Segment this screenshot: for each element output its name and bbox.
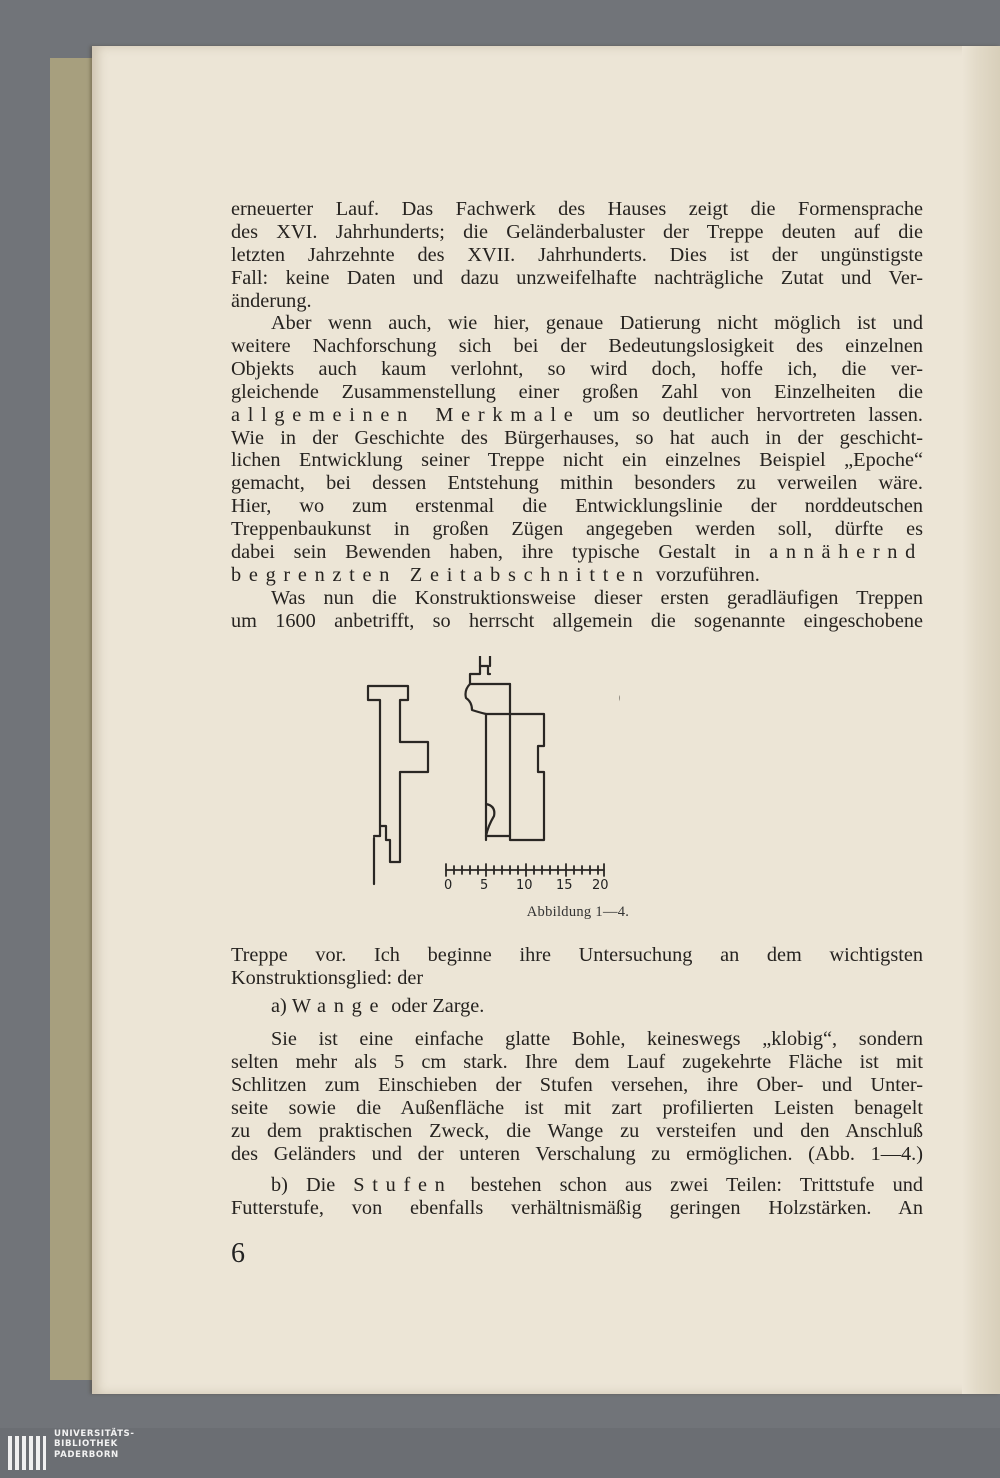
text-span: dabei sein Bewenden haben, ihre typische Gestalt in (231, 541, 770, 564)
paragraph-1 (231, 198, 923, 313)
text-line: Wie in der Geschichte des Bürgerhauses, so hat auch in der geschicht- (231, 426, 923, 449)
text-line: Sie ist eine einfache glatte Bohle, keineswegs „klobig“, sondern (271, 1028, 923, 1050)
emphasis-spaced: Stufen (353, 1174, 453, 1196)
footer-bar (0, 1428, 1000, 1478)
paragraph-4 (231, 944, 923, 990)
text-line: Hier, wo zum erstenmal die Entwicklungslinie der norddeutschen (231, 495, 923, 518)
paragraph-3 (231, 587, 923, 633)
profile-2 (466, 656, 545, 840)
text-line: Objekts auch kaum verlohnt, so wird doch, hoffe ich, die ver- (231, 357, 923, 380)
emphasis-spaced: annähernd (769, 541, 923, 564)
text-span: oder Zarge. (386, 995, 485, 1017)
text-line: gemacht, bei dessen Entstehung mithin besonders zu verweilen wäre. (231, 472, 923, 495)
library-line: PADERBORN (54, 1449, 119, 1460)
text-line: selten mehr als 5 cm stark. Ihre dem Lauf zugekehrte Fläche ist mit (231, 1050, 923, 1073)
library-name (54, 1429, 135, 1460)
scale-labels (440, 878, 610, 900)
text-line: Treppenbaukunst in großen Zügen angegeben werden soll, dürfte es (231, 518, 923, 541)
scale-label: 20 (592, 878, 609, 893)
emphasis-spaced: begrenzten Zeitabschnitten (231, 563, 651, 586)
paragraph-5 (231, 1028, 923, 1165)
scale-label: 15 (556, 878, 573, 893)
text-line: änderung. (231, 289, 312, 312)
library-line: UNIVERSITÄTS- (54, 1429, 135, 1439)
text-line: um 1600 anbetrifft, so herrscht allgemein die sogenannte eingeschobene (231, 609, 923, 632)
text-line: Was nun die Konstruktionsweise dieser ersten geradläufigen Treppen (271, 587, 923, 609)
paragraph-2 (231, 312, 923, 587)
scale-label: 0 (444, 878, 453, 893)
scale-label: 5 (480, 878, 489, 893)
text-span: vorzuführen. (650, 563, 760, 586)
text-line: Konstruktionsglied: der (231, 966, 424, 989)
text-line: erneuerter Lauf. Das Fachwerk des Hauses zeigt die Formensprache (231, 198, 923, 220)
page-curl-edge (962, 46, 1000, 1394)
text-line: Futterstufe, von ebenfalls verhältnismäßig geringen Holzstärken. An (231, 1196, 923, 1219)
text-line (231, 995, 923, 1018)
stair-profile-figure (360, 656, 620, 892)
scale-bar (446, 864, 604, 876)
text-line: zu dem praktischen Zweck, die Wange zu versteifen und den Anschluß (231, 1119, 923, 1142)
figure-caption: Abbildung 1—4. (526, 904, 630, 920)
text-line: Treppe vor. Ich beginne ihre Untersuchung an dem wichtigsten (231, 944, 923, 966)
library-logo-icon (6, 1432, 48, 1474)
text-line: weitere Nachforschung sich bei der Bedeutungslosigkeit des einzelnen (231, 334, 923, 357)
text-line: des XVI. Jahrhunderts; die Geländerbaluster der Treppe deuten auf die (231, 220, 923, 243)
text-line (231, 1174, 923, 1197)
text-line: Fall: keine Daten und dazu unzweifelhafte nachträgliche Zutat und Ver- (231, 266, 923, 289)
text-line (231, 541, 923, 564)
text-line: letzten Jahrzehnte des XVII. Jahrhunderts. Dies ist der ungünstigste (231, 243, 923, 266)
scale-label: 10 (516, 878, 533, 893)
text-span: b) Die (271, 1174, 354, 1196)
paragraph-6 (231, 1174, 923, 1220)
page-number: 6 (231, 1238, 245, 1269)
heading-item-a (231, 995, 923, 1018)
text-line: seite sowie die Außenfläche ist mit zart profilierten Leisten benagelt (231, 1096, 923, 1119)
text-line: des Geländers und der unteren Verschalung zu ermöglichen. (Abb. 1—4.) (231, 1142, 923, 1165)
text-line: gleichende Zusammenstellung einer großen Zahl von Einzelheiten die (231, 380, 923, 403)
text-line: lichen Entwicklung seiner Treppe nicht ein einzelnes Beispiel „Epoche“ (231, 449, 923, 472)
text-line (231, 404, 923, 427)
text-span: um so deutlicher hervortreten lassen. (580, 403, 923, 426)
emphasis-spaced: allgemeinen Merkmale (231, 403, 581, 426)
text-line: Aber wenn auch, wie hier, genaue Datierung nicht möglich ist und (271, 312, 923, 334)
text-line (231, 564, 923, 587)
profile-1 (368, 686, 428, 884)
library-line: BIBLIOTHEK (54, 1439, 118, 1450)
text-span: a) (271, 995, 292, 1017)
text-span: bestehen schon aus zwei Teilen: Trittstufe und (452, 1174, 923, 1196)
emphasis-spaced: Wange (291, 995, 387, 1017)
text-line: Schlitzen zum Einschieben der Stufen versehen, ihre Ober- und Unter- (231, 1073, 923, 1096)
